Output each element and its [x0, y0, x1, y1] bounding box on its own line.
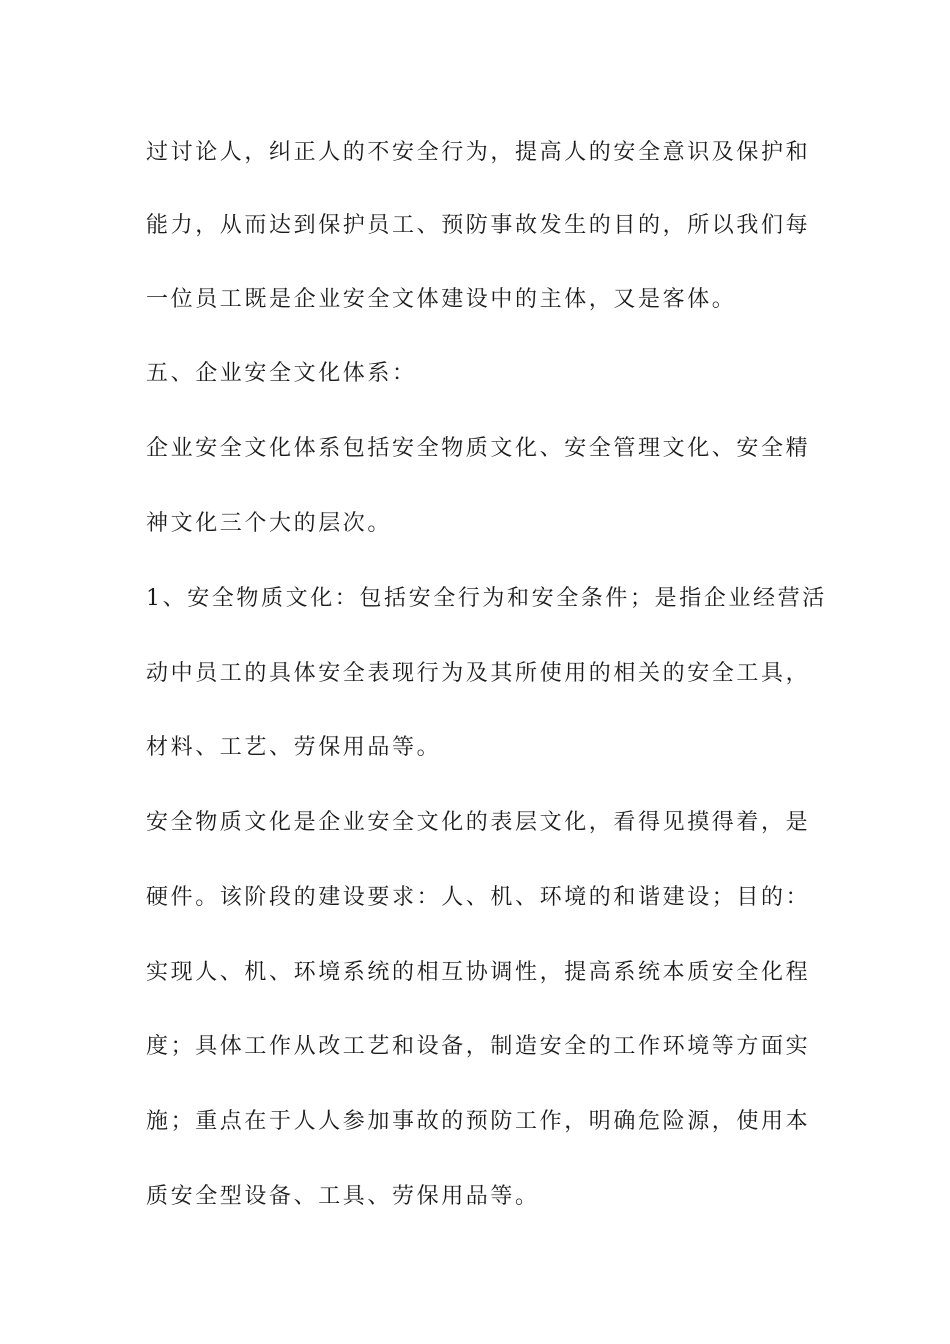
- text-line: 神文化三个大的层次。: [146, 511, 393, 536]
- text-line: 硬件。该阶段的建设要求：人、机、环境的和谐建设；目的：: [146, 885, 811, 910]
- text-line: 度；具体工作从改工艺和设备，制造安全的工作环境等方面实: [146, 1034, 811, 1059]
- numbered-item-line: 1、安全物质文化：包括安全行为和安全条件；是指企业经营活: [146, 586, 827, 611]
- text-line: 施；重点在于人人参加事故的预防工作，明确危险源，使用本: [146, 1109, 811, 1134]
- text-line: 过讨论人，纠正人的不安全行为，提高人的安全意识及保护和: [146, 140, 811, 165]
- text-line: 质安全型设备、工具、劳保用品等。: [146, 1184, 540, 1209]
- section-heading: 五、企业安全文化体系：: [146, 361, 417, 386]
- text-line: 能力，从而达到保护员工、预防事故发生的目的，所以我们每: [146, 213, 811, 238]
- text-line: 动中员工的具体安全表现行为及其所使用的相关的安全工具，: [146, 661, 811, 686]
- text-line: 安全物质文化是企业安全文化的表层文化，看得见摸得着，是: [146, 810, 811, 835]
- text-line: 一位员工既是企业安全文体建设中的主体，又是客体。: [146, 287, 737, 312]
- text-line: 材料、工艺、劳保用品等。: [146, 735, 442, 760]
- text-line: 实现人、机、环境系统的相互协调性，提高系统本质安全化程: [146, 960, 811, 985]
- text-line: 企业安全文化体系包括安全物质文化、安全管理文化、安全精: [146, 436, 811, 461]
